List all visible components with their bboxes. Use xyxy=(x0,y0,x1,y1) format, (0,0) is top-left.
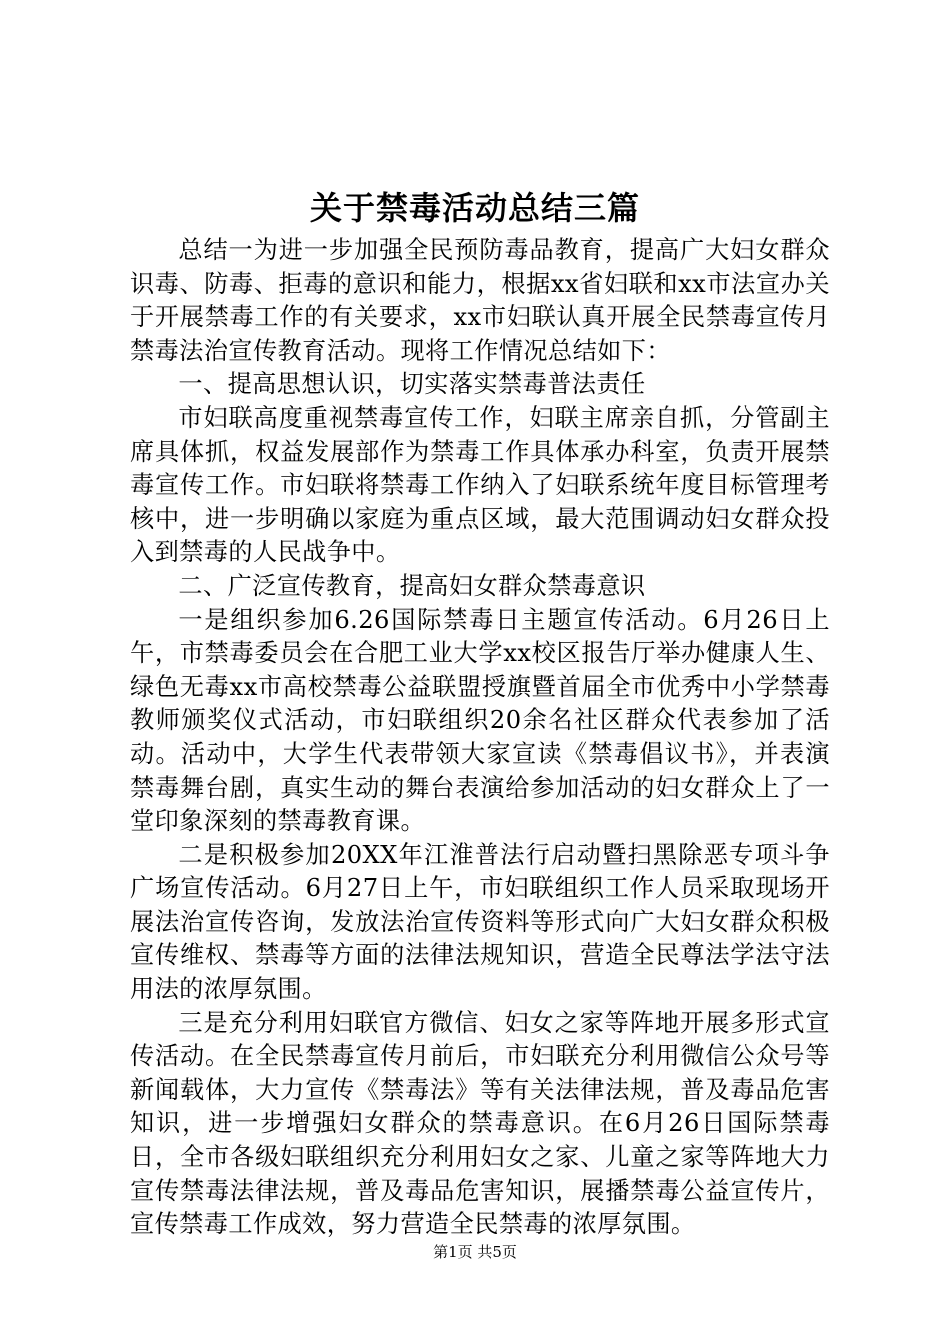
intro-paragraph: 总结一为进一步加强全民预防毒品教育，提高广大妇女群众识毒、防毒、拒毒的意识和能力，根据xx省妇联和xx市法宣办关于开展禁毒工作的有关要求，xx市妇联认真开展全民禁毒宣传月禁毒法治宣传教育活动。现将工作情况总结如下： xyxy=(130,236,830,365)
section-heading-2: 二、广泛宣传教育，提高妇女群众禁毒意识 xyxy=(178,571,646,600)
section-heading-1: 一、提高思想认识，切实落实禁毒普法责任 xyxy=(178,370,646,399)
body-paragraph: 市妇联高度重视禁毒宣传工作，妇联主席亲自抓，分管副主席具体抓，权益发展部作为禁毒工作具体承办科室，负责开展禁毒宣传工作。市妇联将禁毒工作纳入了妇联系统年度目标管理考核中，进一步明确以家庭为重点区域，最大范围调动妇女群众投入到禁毒的人民战争中。 xyxy=(130,403,830,567)
body-paragraph: 三是充分利用妇联官方微信、妇女之家等阵地开展多形式宣传活动。在全民禁毒宣传月前后，市妇联充分利用微信公众号等新闻载体，大力宣传《禁毒法》等有关法律法规，普及毒品危害知识，进一步增强妇女群众的禁毒意识。在6月26日国际禁毒日，全市各级妇联组织充分利用妇女之家、儿童之家等阵地大力宣传禁毒法律法规，普及毒品危害知识，展播禁毒公益宣传片，宣传禁毒工作成效，努力营造全民禁毒的浓厚氛围。 xyxy=(130,1008,830,1239)
page-number-footer: 第1页 共5页 xyxy=(433,1243,517,1261)
body-paragraph: 二是积极参加20XX年江淮普法行启动暨扫黑除恶专项斗争广场宣传活动。6月27日上午，市妇联组织工作人员采取现场开展法治宣传咨询，发放法治宣传资料等形式向广大妇女群众积极宣传维权、禁毒等方面的法律法规知识，营造全民尊法学法守法用法的浓厚氛围。 xyxy=(130,840,830,1004)
body-paragraph: 一是组织参加6.26国际禁毒日主题宣传活动。6月26日上午，市禁毒委员会在合肥工业大学xx校区报告厅举办健康人生、绿色无毒xx市高校禁毒公益联盟授旗暨首届全市优秀中小学禁毒教师颁奖仪式活动，市妇联组织20余名社区群众代表参加了活动。活动中，大学生代表带领大家宣读《禁毒倡议书》，并表演禁毒舞台剧，真实生动的舞台表演给参加活动的妇女群众上了一堂印象深刻的禁毒教育课。 xyxy=(130,605,830,836)
document-body xyxy=(130,234,830,1242)
document-title: 关于禁毒活动总结三篇 xyxy=(309,189,640,227)
